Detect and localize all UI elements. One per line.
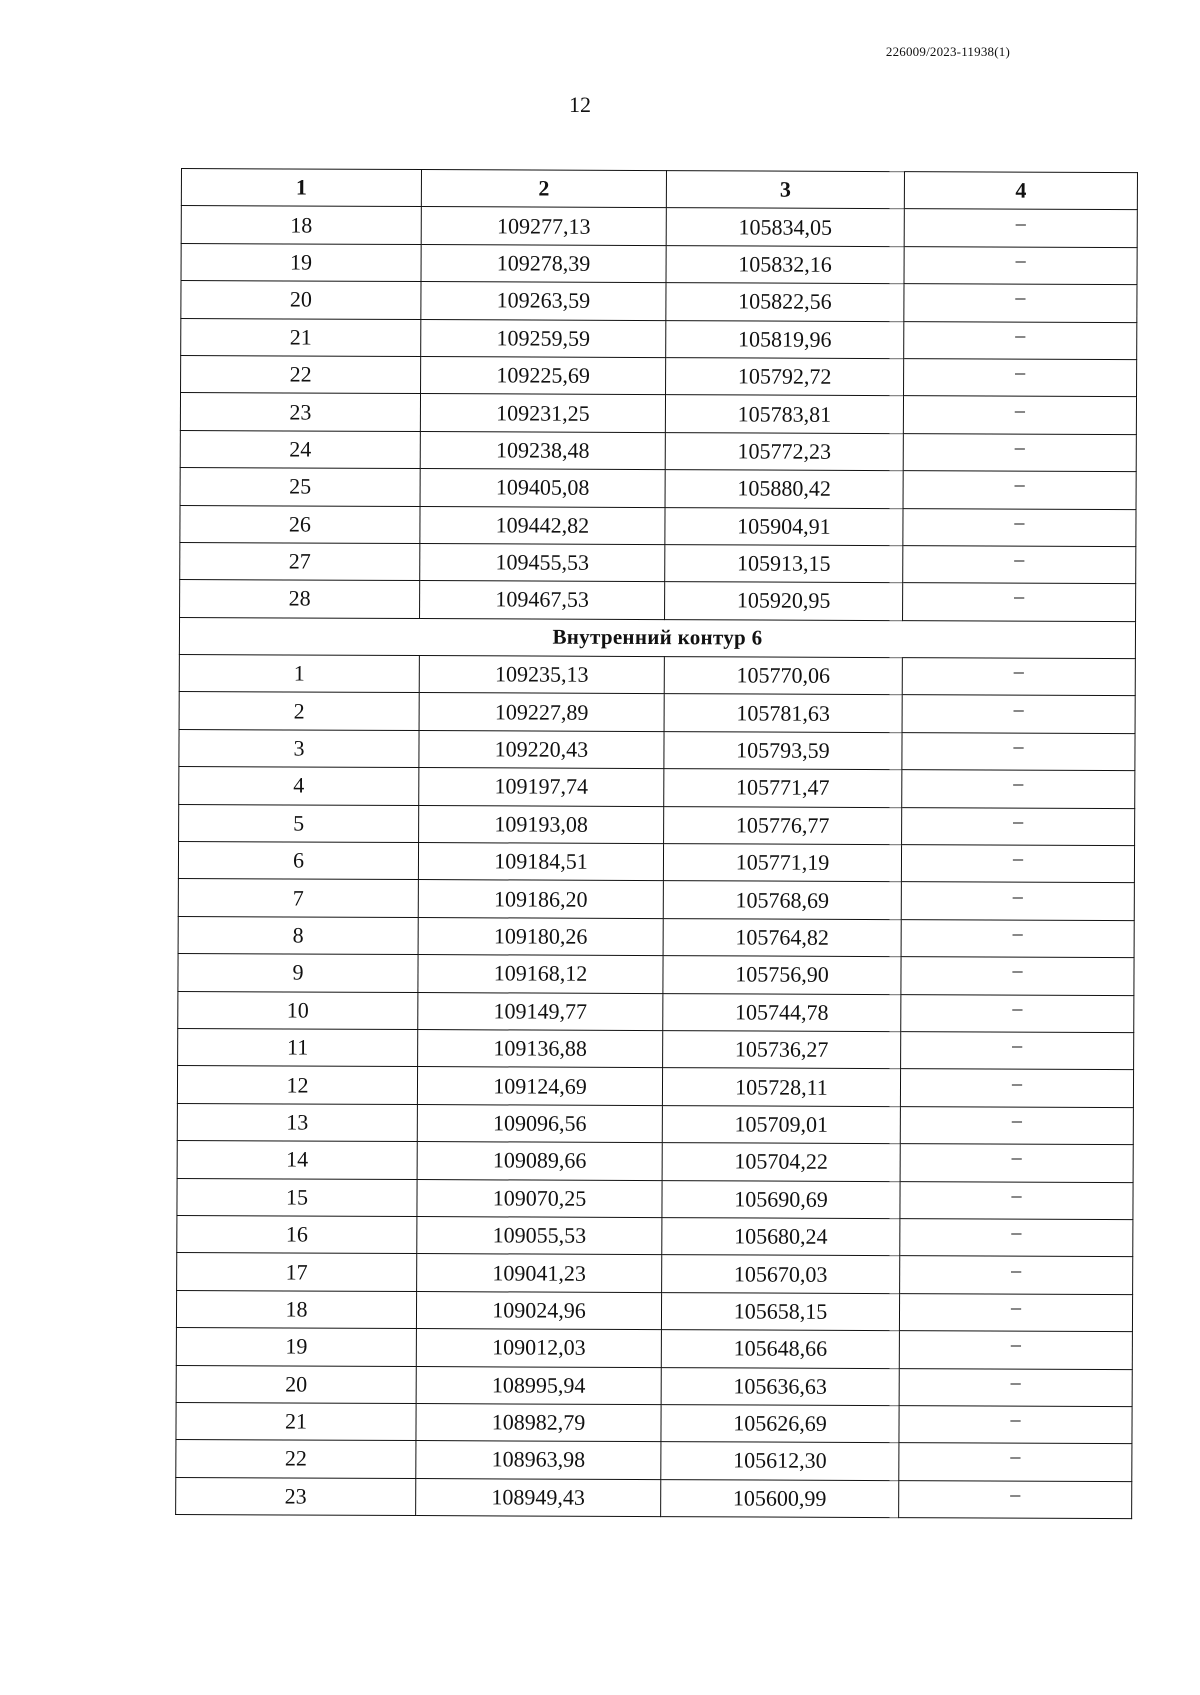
- y-coordinate-cell: 105600,99: [661, 1479, 899, 1517]
- table-row: [176, 1402, 1132, 1444]
- dash-mark: –: [1011, 1259, 1022, 1282]
- table-body-top: [180, 206, 1138, 621]
- x-coordinate-cell: 109235,13: [419, 656, 664, 694]
- note-cell: [901, 1032, 1134, 1070]
- y-coordinate-cell: 105772,23: [665, 432, 903, 470]
- dash-mark: –: [1012, 1034, 1023, 1057]
- table-row: [177, 1066, 1133, 1108]
- x-coordinate-cell: 109149,77: [418, 992, 663, 1030]
- table-row: [177, 1178, 1133, 1220]
- point-number-cell: 13: [177, 1103, 417, 1141]
- dash-mark: –: [1011, 1072, 1023, 1095]
- dash-mark: –: [1010, 1371, 1021, 1394]
- point-number-cell: 19: [176, 1328, 416, 1366]
- x-coordinate-cell: 109278,39: [421, 244, 666, 282]
- y-coordinate-cell: 105793,59: [664, 731, 902, 769]
- note-cell: [899, 1480, 1132, 1518]
- y-coordinate-cell: 105819,96: [666, 320, 904, 358]
- note-cell: [902, 733, 1135, 771]
- table-row: [179, 729, 1135, 771]
- table-row: [180, 505, 1136, 547]
- note-cell: [901, 882, 1134, 920]
- x-coordinate-cell: 109180,26: [418, 917, 663, 955]
- x-coordinate-cell: 109455,53: [420, 543, 665, 581]
- note-cell: [901, 994, 1134, 1032]
- dash-mark: –: [1013, 773, 1024, 796]
- y-coordinate-cell: 105764,82: [663, 918, 901, 956]
- dash-mark: –: [1013, 698, 1024, 721]
- point-number-cell: 20: [176, 1365, 416, 1403]
- point-number-cell: 1: [179, 655, 419, 693]
- table-row: [178, 991, 1134, 1033]
- point-number-cell: 22: [176, 1440, 416, 1478]
- point-number-cell: 11: [178, 1028, 418, 1066]
- y-coordinate-cell: 105770,06: [664, 657, 902, 695]
- note-cell: [902, 695, 1135, 733]
- y-coordinate-cell: 105776,77: [664, 806, 902, 844]
- dash-mark: –: [1010, 1333, 1021, 1356]
- dash-mark: –: [1012, 997, 1023, 1020]
- x-coordinate-cell: 109168,12: [418, 955, 663, 993]
- point-number-cell: 18: [181, 206, 421, 244]
- note-cell: [900, 1144, 1133, 1182]
- x-coordinate-cell: 109220,43: [419, 730, 664, 768]
- dash-mark: –: [1014, 399, 1025, 422]
- y-coordinate-cell: 105690,69: [662, 1180, 900, 1218]
- dash-mark: –: [1014, 436, 1025, 459]
- table-row: [177, 1141, 1133, 1183]
- point-number-cell: 14: [177, 1141, 417, 1179]
- y-coordinate-cell: 105670,03: [662, 1255, 900, 1293]
- column-header: 4: [904, 172, 1137, 210]
- point-number-cell: 18: [176, 1290, 416, 1328]
- dash-mark: –: [1011, 1146, 1022, 1170]
- x-coordinate-cell: 109041,23: [417, 1254, 662, 1292]
- y-coordinate-cell: 105626,69: [661, 1404, 899, 1442]
- y-coordinate-cell: 105783,81: [665, 395, 903, 433]
- note-cell: [900, 1181, 1133, 1219]
- y-coordinate-cell: 105658,15: [661, 1292, 899, 1330]
- point-number-cell: 26: [180, 505, 420, 543]
- y-coordinate-cell: 105704,22: [662, 1143, 900, 1181]
- x-coordinate-cell: 109012,03: [416, 1329, 661, 1367]
- table-row: [177, 1253, 1133, 1295]
- table-row: [176, 1328, 1132, 1370]
- dash-mark: –: [1014, 586, 1025, 609]
- y-coordinate-cell: 105771,19: [663, 844, 901, 882]
- x-coordinate-cell: 109442,82: [420, 506, 665, 544]
- note-cell: [899, 1293, 1132, 1331]
- x-coordinate-cell: 108963,98: [416, 1441, 661, 1479]
- table-row: [181, 243, 1137, 285]
- dash-mark: –: [1010, 1446, 1021, 1469]
- point-number-cell: 12: [177, 1066, 417, 1104]
- dash-mark: –: [1015, 324, 1026, 347]
- table-row: [180, 542, 1136, 584]
- dash-mark: –: [1010, 1296, 1022, 1319]
- y-coordinate-cell: 105904,91: [665, 507, 903, 545]
- point-number-cell: 15: [177, 1178, 417, 1216]
- y-coordinate-cell: 105880,42: [665, 470, 903, 508]
- x-coordinate-cell: 109238,48: [420, 431, 665, 469]
- x-coordinate-cell: 109197,74: [419, 768, 664, 806]
- table-row: [179, 655, 1135, 697]
- x-coordinate-cell: 109055,53: [417, 1216, 662, 1254]
- table-header-row: [181, 169, 1137, 211]
- y-coordinate-cell: 105744,78: [663, 993, 901, 1031]
- table-row: [181, 318, 1137, 360]
- y-coordinate-cell: 105913,15: [665, 545, 903, 583]
- dash-mark: –: [1011, 1184, 1022, 1207]
- dash-mark: –: [1014, 511, 1025, 534]
- y-coordinate-cell: 105792,72: [666, 358, 904, 396]
- note-cell: [903, 508, 1136, 546]
- table-row: [178, 879, 1134, 921]
- note-cell: [903, 546, 1136, 584]
- y-coordinate-cell: 105648,66: [661, 1330, 899, 1368]
- point-number-cell: 19: [181, 243, 421, 281]
- note-cell: [903, 471, 1136, 509]
- note-cell: [902, 770, 1135, 808]
- point-number-cell: 23: [180, 393, 420, 431]
- table-row: [176, 1290, 1132, 1332]
- coordinates-table: [175, 168, 1138, 1519]
- x-coordinate-cell: 109227,89: [419, 693, 664, 731]
- x-coordinate-cell: 109225,69: [421, 357, 666, 395]
- table-row: [181, 355, 1137, 397]
- column-header: 3: [666, 171, 904, 209]
- y-coordinate-cell: 105680,24: [662, 1218, 900, 1256]
- table-row: [179, 692, 1135, 734]
- point-number-cell: 16: [177, 1215, 417, 1253]
- table-body-bottom: [176, 655, 1136, 1519]
- table-row: [177, 1215, 1133, 1257]
- point-number-cell: 7: [178, 879, 418, 917]
- point-number-cell: 5: [179, 804, 419, 842]
- note-cell: [903, 433, 1136, 471]
- table-row: [181, 206, 1137, 248]
- y-coordinate-cell: 105822,56: [666, 283, 904, 321]
- table-row: [178, 954, 1134, 996]
- table-row: [178, 916, 1134, 958]
- table-row: [179, 804, 1135, 846]
- note-cell: [900, 1219, 1133, 1257]
- table-row: [177, 1103, 1133, 1145]
- table-row: [180, 430, 1136, 472]
- y-coordinate-cell: 105612,30: [661, 1442, 899, 1480]
- dash-mark: –: [1012, 847, 1024, 870]
- column-header: 2: [421, 170, 666, 208]
- column-header: 1: [181, 169, 421, 207]
- y-coordinate-cell: 105920,95: [665, 582, 903, 620]
- x-coordinate-cell: 109263,59: [421, 282, 666, 320]
- dash-mark: –: [1014, 548, 1025, 571]
- dash-mark: –: [1010, 1408, 1021, 1431]
- point-number-cell: 24: [180, 430, 420, 468]
- point-number-cell: 10: [178, 991, 418, 1029]
- point-number-cell: 27: [180, 542, 420, 580]
- y-coordinate-cell: 105728,11: [662, 1068, 900, 1106]
- note-cell: [902, 658, 1135, 696]
- y-coordinate-cell: 105771,47: [664, 769, 902, 807]
- x-coordinate-cell: 109193,08: [419, 805, 664, 843]
- section-header: [179, 617, 1135, 659]
- point-number-cell: 21: [176, 1402, 416, 1440]
- dash-mark: –: [1010, 1483, 1021, 1506]
- x-coordinate-cell: 109259,59: [421, 319, 666, 357]
- table-row: [178, 842, 1134, 884]
- dash-mark: –: [1012, 885, 1023, 908]
- note-cell: [903, 583, 1136, 621]
- point-number-cell: 28: [180, 580, 420, 618]
- point-number-cell: 3: [179, 729, 419, 767]
- point-number-cell: 8: [178, 916, 418, 954]
- note-cell: [899, 1331, 1132, 1369]
- dash-mark: –: [1012, 960, 1023, 983]
- dash-mark: –: [1013, 810, 1024, 833]
- dash-mark: –: [1012, 922, 1023, 945]
- table-row: [179, 767, 1135, 809]
- page-number: 12: [569, 92, 591, 117]
- x-coordinate-cell: 109184,51: [418, 843, 663, 881]
- dash-mark: –: [1014, 473, 1025, 496]
- point-number-cell: 2: [179, 692, 419, 730]
- x-coordinate-cell: 109070,25: [417, 1179, 662, 1217]
- x-coordinate-cell: 109096,56: [417, 1104, 662, 1142]
- table-row: [176, 1440, 1132, 1482]
- point-number-cell: 25: [180, 468, 420, 506]
- dash-mark: –: [1013, 660, 1024, 683]
- x-coordinate-cell: 109124,69: [417, 1067, 662, 1105]
- point-number-cell: 23: [176, 1477, 416, 1515]
- y-coordinate-cell: 105709,01: [662, 1105, 900, 1143]
- point-number-cell: 17: [177, 1253, 417, 1291]
- y-coordinate-cell: 105832,16: [666, 245, 904, 283]
- x-coordinate-cell: 108995,94: [416, 1366, 661, 1404]
- table-row: [180, 393, 1136, 435]
- x-coordinate-cell: 109186,20: [418, 880, 663, 918]
- dash-mark: –: [1015, 249, 1026, 272]
- note-cell: [901, 919, 1134, 957]
- note-cell: [899, 1406, 1132, 1444]
- point-number-cell: 6: [178, 842, 418, 880]
- point-number-cell: 9: [178, 954, 418, 992]
- note-cell: [901, 845, 1134, 883]
- x-coordinate-cell: 108949,43: [416, 1478, 661, 1516]
- y-coordinate-cell: 105736,27: [663, 1031, 901, 1069]
- y-coordinate-cell: 105781,63: [664, 694, 902, 732]
- y-coordinate-cell: 105834,05: [666, 208, 904, 246]
- note-cell: [904, 209, 1137, 247]
- table-row: [176, 1365, 1132, 1407]
- document-number: 226009/2023-11938(1): [885, 44, 1010, 59]
- table-row: [180, 468, 1136, 510]
- note-cell: [900, 1106, 1133, 1144]
- table-row: [176, 1477, 1132, 1519]
- note-cell: [903, 396, 1136, 434]
- y-coordinate-cell: 105756,90: [663, 956, 901, 994]
- x-coordinate-cell: 109231,25: [420, 394, 665, 432]
- y-coordinate-cell: 105768,69: [663, 881, 901, 919]
- point-number-cell: 4: [179, 767, 419, 805]
- point-number-cell: 20: [181, 281, 421, 319]
- note-cell: [902, 807, 1135, 845]
- x-coordinate-cell: 109024,96: [416, 1291, 661, 1329]
- x-coordinate-cell: 108982,79: [416, 1403, 661, 1441]
- x-coordinate-cell: 109277,13: [421, 207, 666, 245]
- note-cell: [900, 1069, 1133, 1107]
- table-row: [181, 281, 1137, 323]
- x-coordinate-cell: 109467,53: [420, 581, 665, 619]
- note-cell: [904, 284, 1137, 322]
- note-cell: [901, 957, 1134, 995]
- note-cell: [900, 1256, 1133, 1294]
- note-cell: [904, 321, 1137, 359]
- y-coordinate-cell: 105636,63: [661, 1367, 899, 1405]
- section-title: Внутренний контур 6: [179, 617, 1135, 659]
- note-cell: [904, 359, 1137, 397]
- x-coordinate-cell: 109089,66: [417, 1142, 662, 1180]
- x-coordinate-cell: 109136,88: [418, 1030, 663, 1068]
- note-cell: [899, 1368, 1132, 1406]
- x-coordinate-cell: 109405,08: [420, 469, 665, 507]
- note-cell: [899, 1443, 1132, 1481]
- dash-mark: –: [1013, 735, 1024, 758]
- section-row: [179, 617, 1135, 659]
- point-number-cell: 21: [181, 318, 421, 356]
- point-number-cell: 22: [181, 355, 421, 393]
- table-row: [180, 580, 1136, 622]
- dash-mark: –: [1015, 212, 1026, 235]
- dash-mark: –: [1015, 287, 1026, 310]
- dash-mark: –: [1011, 1221, 1022, 1244]
- note-cell: [904, 246, 1137, 284]
- table-row: [178, 1028, 1134, 1070]
- dash-mark: –: [1011, 1109, 1022, 1132]
- dash-mark: –: [1015, 361, 1026, 384]
